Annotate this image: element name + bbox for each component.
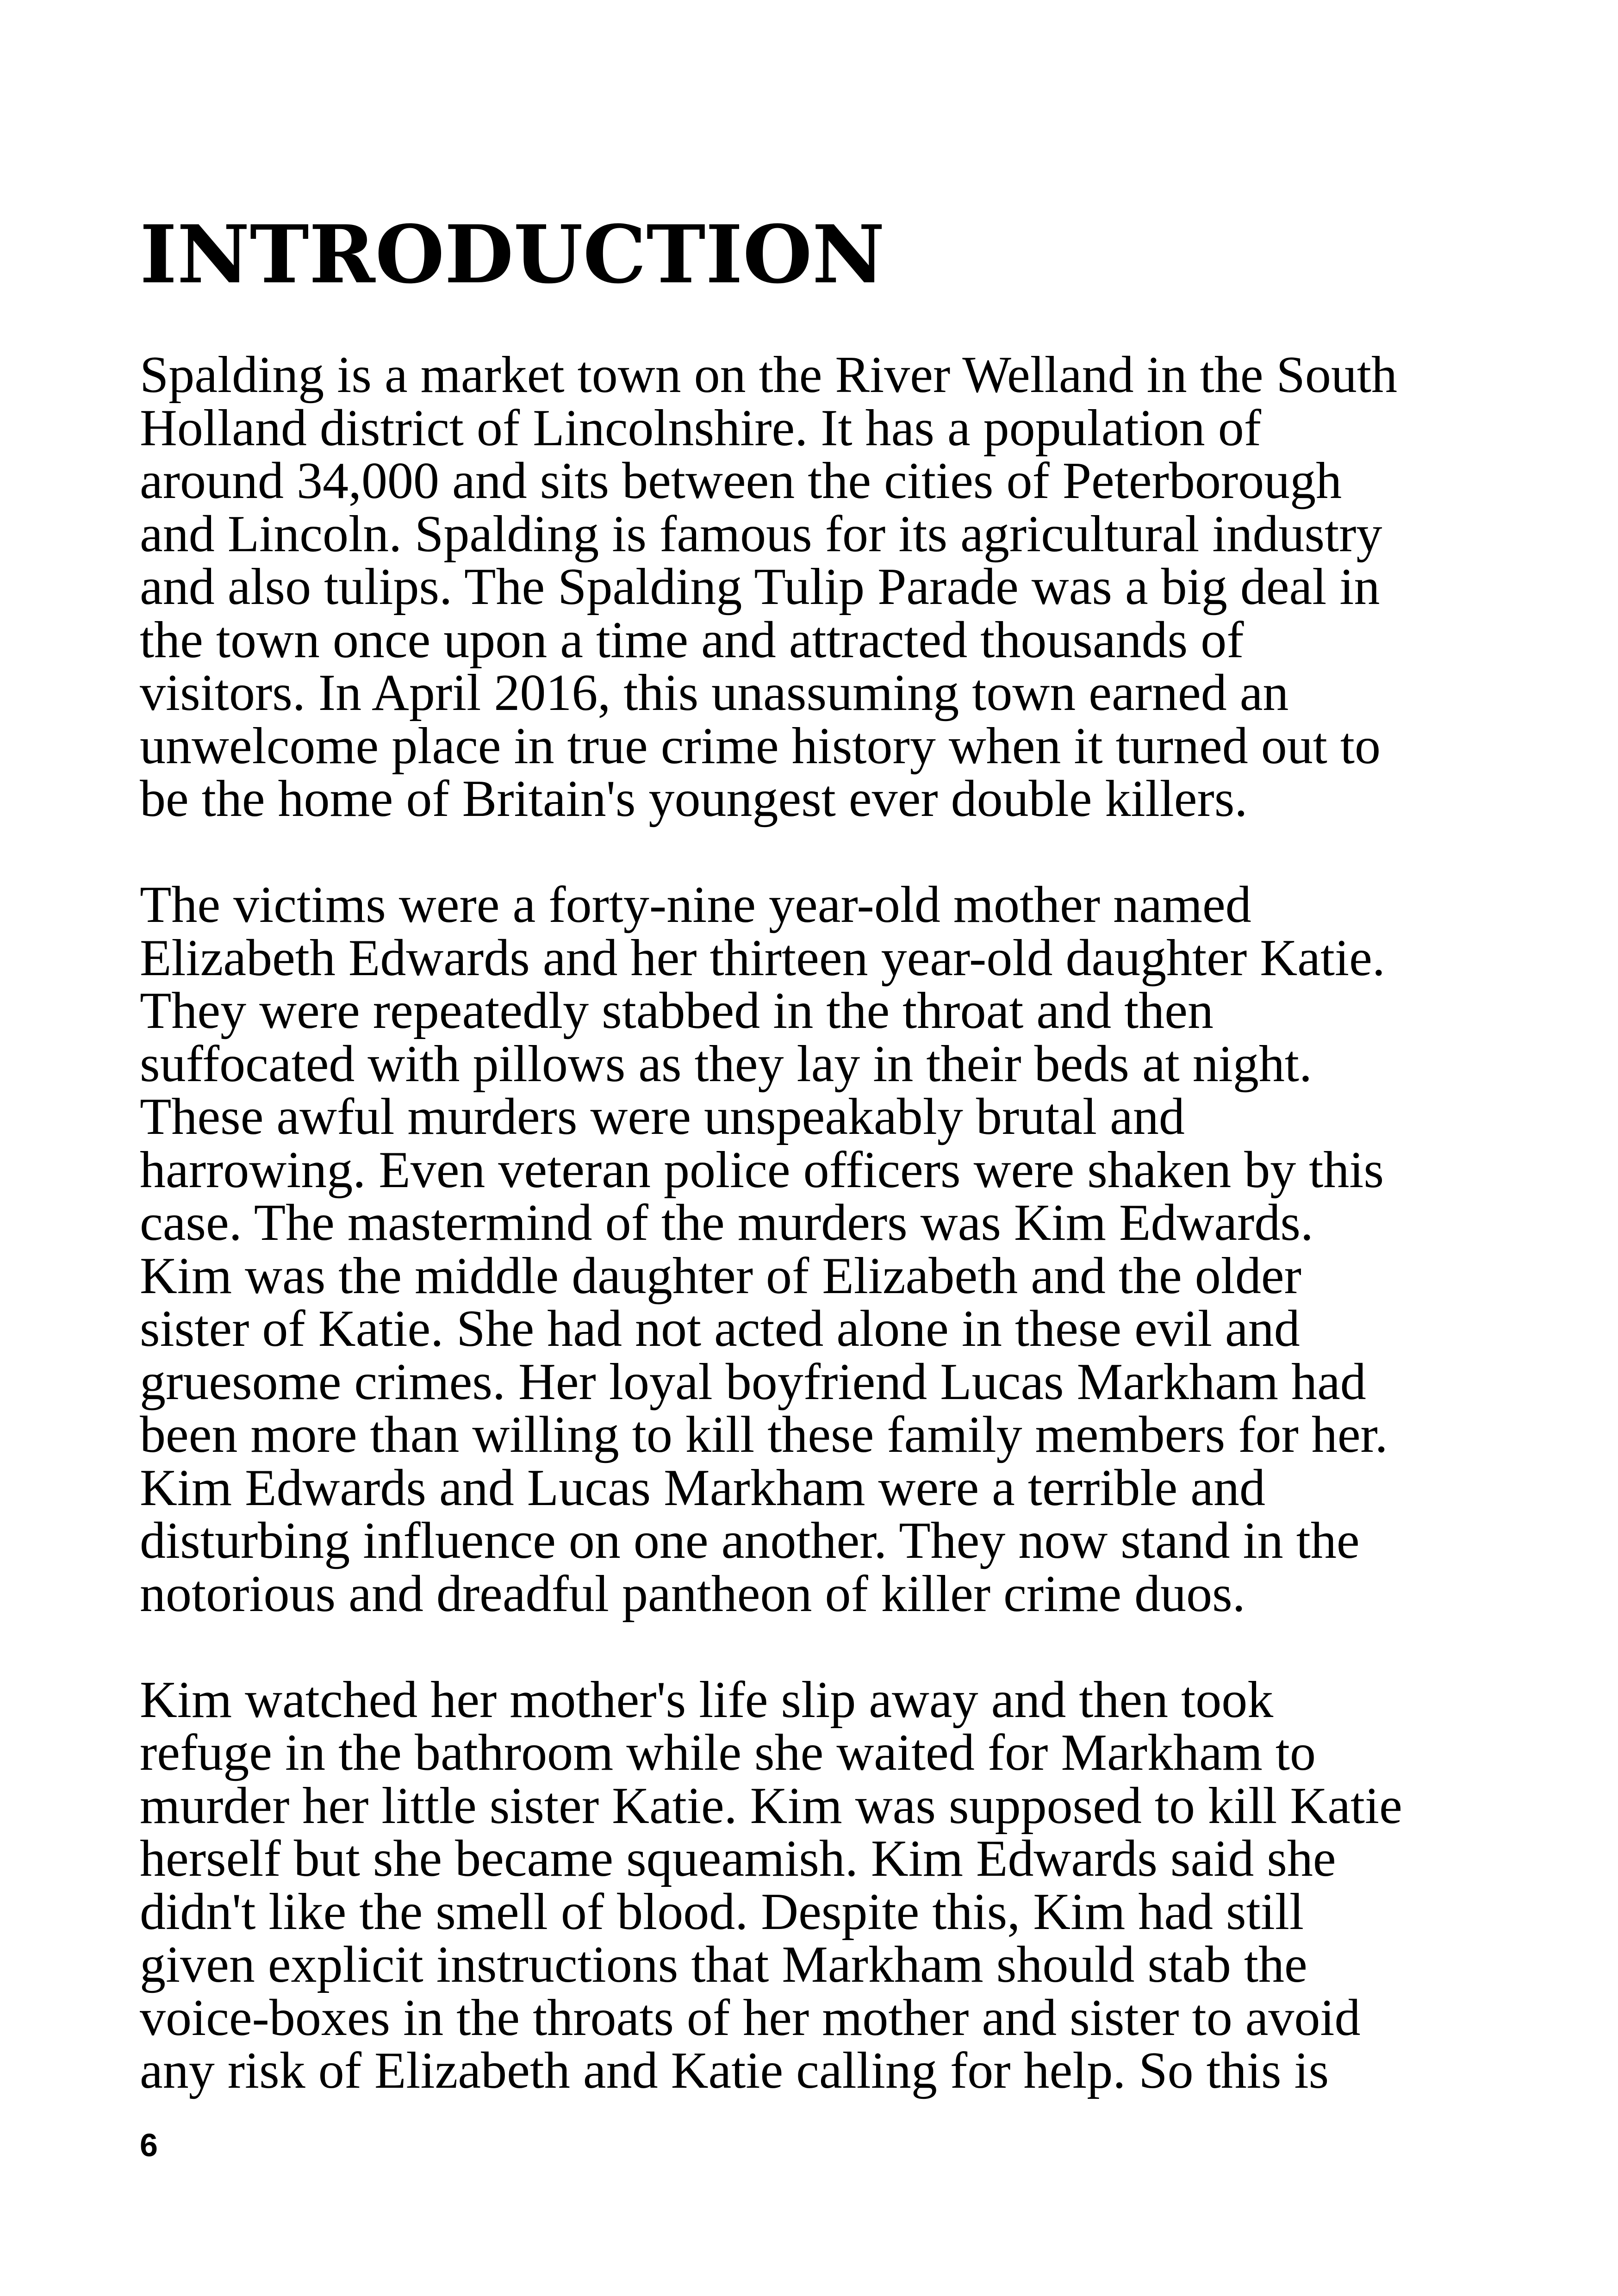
text-line: and also tulips. The Spalding Tulip Parade was a big deal in xyxy=(140,558,1380,616)
chapter-body xyxy=(140,348,1528,2097)
text-line: around 34,000 and sits between the cities of Peterborough xyxy=(140,452,1342,510)
text-line: gruesome crimes. Her loyal boyfriend Lucas Markham had xyxy=(140,1353,1366,1411)
text-line: Holland district of Lincolnshire. It has a population of xyxy=(140,399,1262,457)
text-line: any risk of Elizabeth and Katie calling for help. So this is xyxy=(140,2042,1329,2099)
text-line: and Lincoln. Spalding is famous for its agricultural industry xyxy=(140,505,1382,563)
paragraph-spacer xyxy=(140,1620,1528,1674)
text-line: sister of Katie. She had not acted alone in these evil and xyxy=(140,1300,1300,1357)
text-line: visitors. In April 2016, this unassuming town earned an xyxy=(140,664,1289,722)
text-line: These awful murders were unspeakably brutal and xyxy=(140,1088,1185,1145)
chapter-heading: INTRODUCTION xyxy=(140,207,885,301)
paragraph-3 xyxy=(140,1671,1528,2099)
text-line: Kim watched her mother's life slip away and then took xyxy=(140,1671,1274,1729)
text-line: murder her little sister Katie. Kim was supposed to kill Katie xyxy=(140,1777,1402,1835)
text-line: Kim Edwards and Lucas Markham were a terrible and xyxy=(140,1459,1265,1517)
text-line: voice-boxes in the throats of her mother and sister to avoid xyxy=(140,1989,1361,2047)
text-line: notorious and dreadful pantheon of killer crime duos. xyxy=(140,1565,1245,1623)
text-line: The victims were a forty-nine year-old mother named xyxy=(140,876,1251,933)
text-line: harrowing. Even veteran police officers were shaken by this xyxy=(140,1141,1384,1199)
text-line: unwelcome place in true crime history when it turned out to xyxy=(140,717,1381,775)
text-line: refuge in the bathroom while she waited for Markham to xyxy=(140,1724,1316,1781)
text-line: been more than willing to kill these family members for her. xyxy=(140,1406,1388,1463)
page-number: 6 xyxy=(140,2127,158,2163)
text-line: suffocated with pillows as they lay in their beds at night. xyxy=(140,1035,1313,1093)
paragraph-1 xyxy=(140,348,1528,826)
text-line: be the home of Britain's youngest ever double killers. xyxy=(140,770,1248,828)
text-line: given explicit instructions that Markham should stab the xyxy=(140,1936,1307,1993)
text-line: Spalding is a market town on the River Welland in the South xyxy=(140,346,1397,404)
paragraph-spacer xyxy=(140,826,1528,879)
text-line: case. The mastermind of the murders was Kim Edwards. xyxy=(140,1194,1313,1251)
text-line: disturbing influence on one another. They now stand in the xyxy=(140,1512,1360,1569)
text-line: Kim was the middle daughter of Elizabeth and the older xyxy=(140,1247,1301,1305)
text-line: They were repeatedly stabbed in the throat and then xyxy=(140,982,1214,1039)
text-line: didn't like the smell of blood. Despite this, Kim had still xyxy=(140,1883,1304,1941)
paragraph-2 xyxy=(140,876,1528,1623)
text-line: the town once upon a time and attracted thousands of xyxy=(140,611,1244,669)
text-line: herself but she became squeamish. Kim Edwards said she xyxy=(140,1830,1336,1887)
text-line: Elizabeth Edwards and her thirteen year-old daughter Katie. xyxy=(140,929,1385,987)
